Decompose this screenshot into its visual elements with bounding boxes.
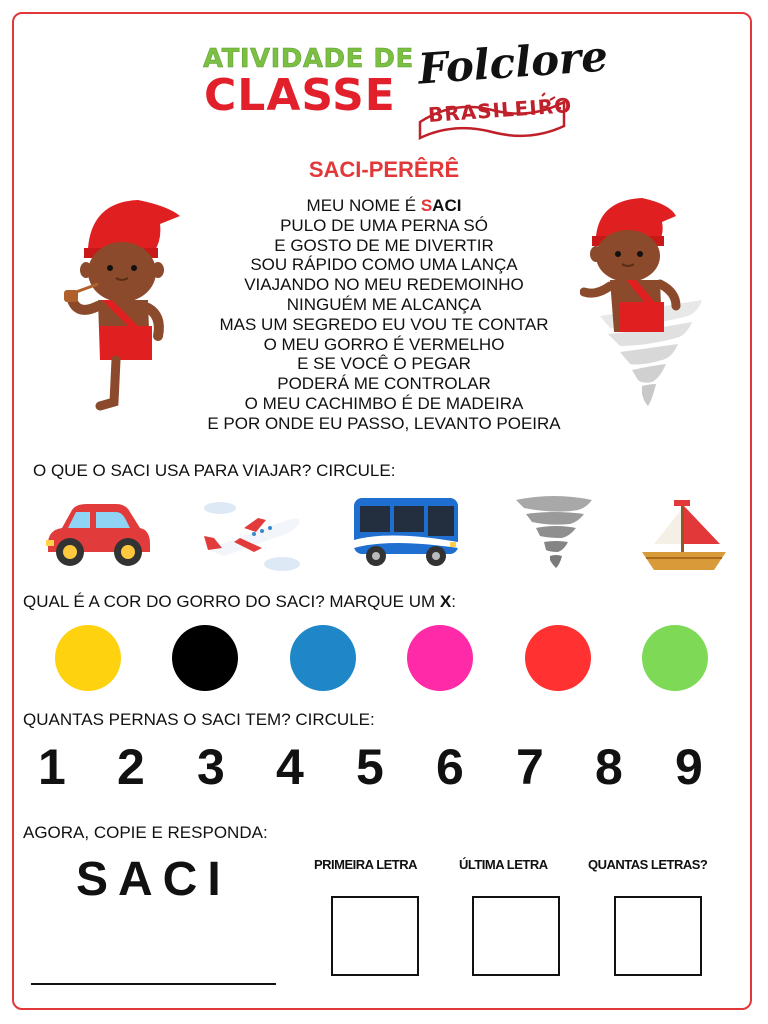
question-legs: QUANTAS PERNAS O SACI TEM? CIRCULE: (23, 710, 375, 729)
airplane-icon[interactable] (200, 498, 304, 574)
car-icon[interactable] (42, 500, 154, 570)
poem-line: PULO DE UMA PERNA SÓ (280, 215, 488, 235)
question-copy: AGORA, COPIE E RESPONDA: (23, 823, 268, 842)
last-letter-label: ÚLTIMA LETRA (459, 857, 548, 872)
number-option[interactable]: 8 (595, 739, 623, 795)
poem-line: O MEU CACHIMBO É DE MADEIRA (244, 393, 524, 413)
poem-line (150, 196, 618, 216)
boat-icon[interactable] (640, 496, 728, 576)
question-text: QUAL É A COR DO GORRO DO SACI? MARQUE UM (23, 592, 440, 611)
poem-line: E POR ONDE EU PASSO, LEVANTO POEIRA (207, 413, 561, 433)
poem-line: E SE VOCÊ O PEGAR (297, 354, 471, 374)
poem-line: NINGUÉM ME ALCANÇA (286, 294, 482, 314)
number-option[interactable]: 9 (675, 739, 703, 795)
number-option[interactable]: 4 (276, 739, 304, 795)
poem (150, 196, 618, 434)
number-option[interactable]: 1 (38, 739, 66, 795)
tornado-icon[interactable] (514, 492, 594, 572)
poem-line: SOU RÁPIDO COMO UMA LANÇA (250, 255, 518, 275)
poem-bold: ACI (432, 196, 462, 215)
word-to-copy: SACI (76, 853, 231, 906)
activity-title-line2: CLASSE (204, 70, 396, 121)
color-option-red[interactable] (525, 625, 591, 691)
color-option-black[interactable] (172, 625, 238, 691)
color-option-green[interactable] (642, 625, 708, 691)
last-letter-box[interactable] (472, 896, 560, 976)
copy-answer-line[interactable] (31, 983, 276, 985)
folclore-logo-subtitle: BRASILEIRO (427, 92, 573, 128)
color-option-pink[interactable] (407, 625, 473, 691)
question-cap-color (23, 592, 456, 612)
letter-count-box[interactable] (614, 896, 702, 976)
poem-line: O MEU GORRO É VERMELHO (263, 334, 505, 354)
number-option[interactable]: 5 (356, 739, 384, 795)
first-letter-box[interactable] (331, 896, 419, 976)
saci-whirlwind-illustration (580, 196, 708, 412)
poem-highlight: S (420, 196, 433, 215)
letter-count-label: QUANTAS LETRAS? (588, 857, 708, 872)
poem-line: MAS UM SEGREDO EU VOU TE CONTAR (219, 314, 549, 334)
folclore-logo-script: Folclore (416, 31, 610, 94)
question-travel: O QUE O SACI USA PARA VIAJAR? CIRCULE: (33, 461, 396, 480)
number-option[interactable]: 6 (436, 739, 464, 795)
bus-icon[interactable] (350, 492, 464, 572)
number-option[interactable]: 2 (117, 739, 145, 795)
number-option[interactable]: 3 (197, 739, 225, 795)
number-option[interactable]: 7 (516, 739, 544, 795)
activity-title-line1: ATIVIDADE DE (203, 44, 414, 74)
question-mark-x: X (439, 592, 452, 611)
color-option-yellow[interactable] (55, 625, 121, 691)
poem-line: E GOSTO DE ME DIVERTIR (274, 235, 494, 255)
poem-line-text: MEU NOME É (306, 196, 421, 215)
page-title: SACI-PERÊRÊ (308, 157, 460, 182)
question-text-suffix: : (451, 592, 456, 611)
color-option-blue[interactable] (290, 625, 356, 691)
first-letter-label: PRIMEIRA LETRA (314, 857, 418, 872)
poem-line: VIAJANDO NO MEU REDEMOINHO (244, 275, 524, 295)
poem-line: PODERÁ ME CONTROLAR (277, 374, 491, 394)
